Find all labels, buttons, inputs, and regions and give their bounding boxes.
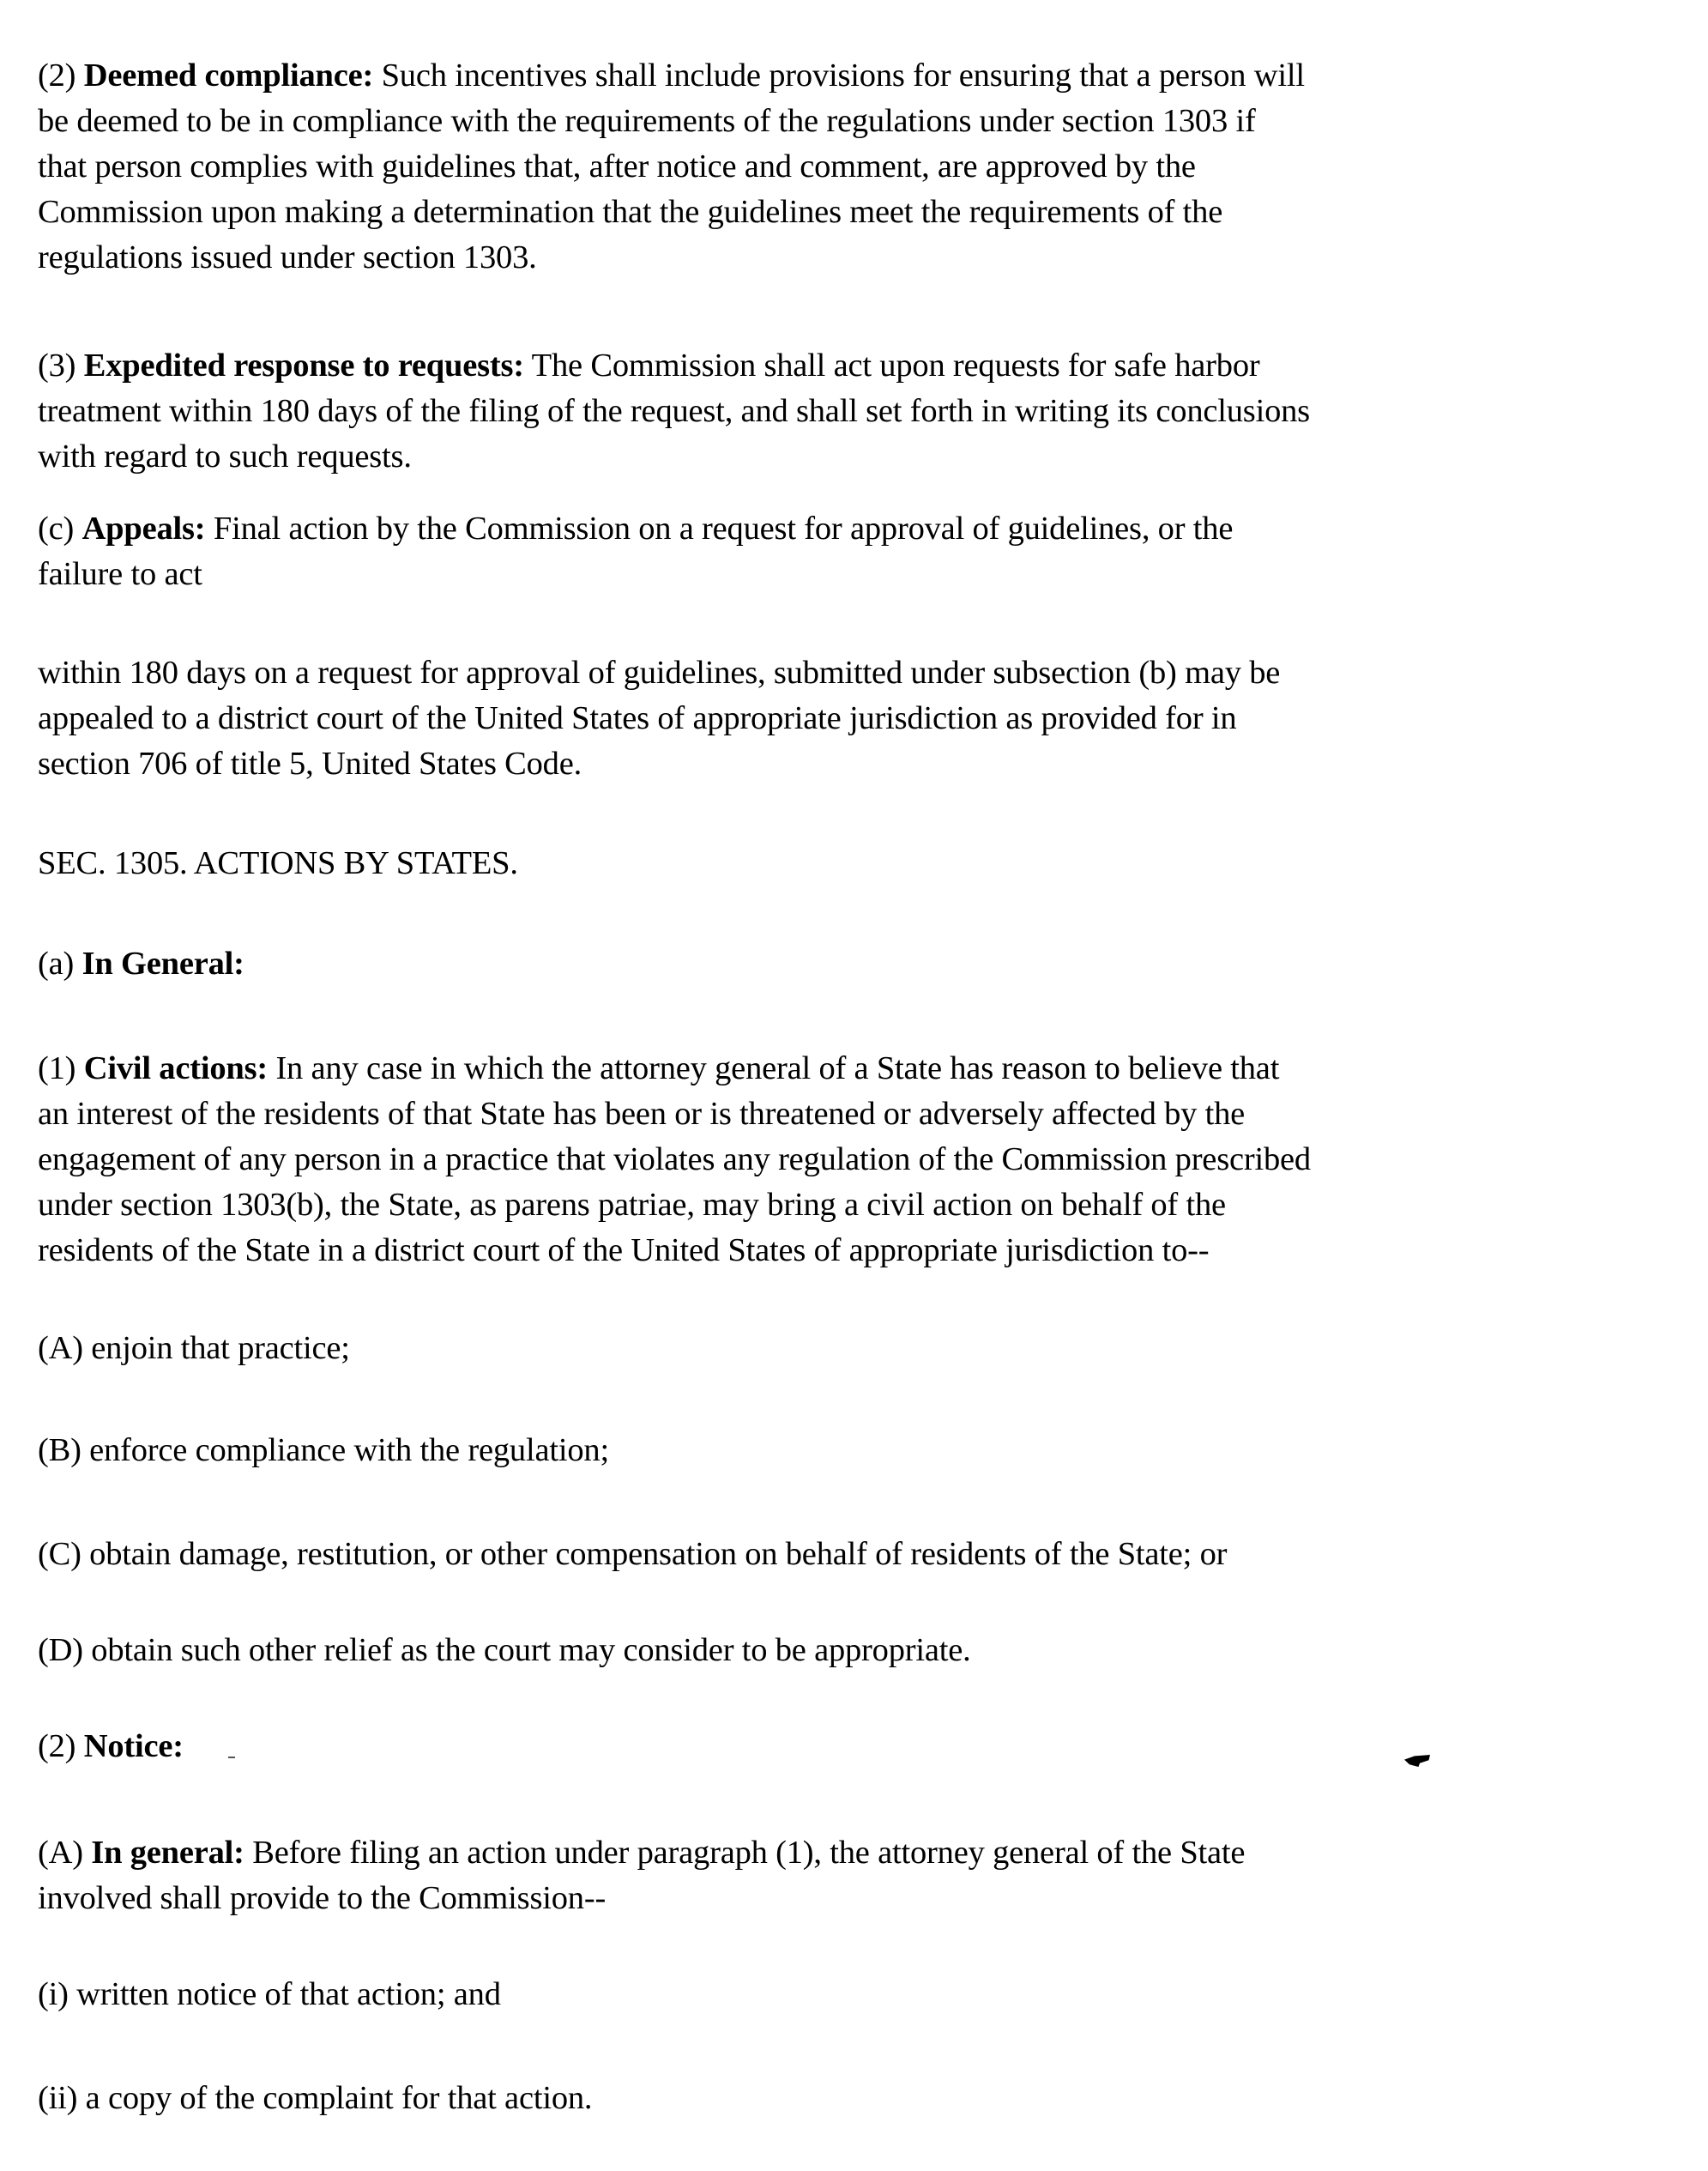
text-line — [38, 1228, 1668, 1273]
paragraph-notice — [38, 1724, 1668, 1769]
text-line — [38, 389, 1668, 434]
paragraph-heading: In general: — [91, 1835, 244, 1871]
paragraph-text: residents of the State in a district court of the United States of appropriate jurisdiction to-- — [38, 1232, 1210, 1268]
text-line — [38, 2076, 1668, 2121]
text-line — [38, 1628, 1668, 1673]
paragraph-item-ii — [38, 2076, 1668, 2121]
text-line — [38, 1972, 1668, 2017]
paragraph-item-i — [38, 1972, 1668, 2017]
text-line — [38, 741, 1668, 787]
text-line — [38, 1046, 1668, 1092]
paragraph-text: (B) enforce compliance with the regulation; — [38, 1432, 609, 1468]
text-line — [38, 235, 1668, 281]
text-line — [38, 1182, 1668, 1228]
paragraph-text: engagement of any person in a practice that violates any regulation of the Commission prescribed — [38, 1141, 1311, 1177]
paragraph-text: with regard to such requests. — [38, 438, 412, 475]
paragraph-text: involved shall provide to the Commission-- — [38, 1880, 607, 1916]
paragraph-label: (a) — [38, 946, 82, 982]
scan-mark — [228, 1757, 235, 1758]
paragraph-heading: Appeals: — [81, 511, 206, 547]
paragraph-expedited-response — [38, 343, 1668, 480]
text-line — [38, 434, 1668, 480]
paragraph-item-C — [38, 1532, 1668, 1577]
text-line — [38, 1876, 1668, 1921]
text-line — [38, 1724, 1668, 1769]
paragraph-text: Final action by the Commission on a request for approval of guidelines, or the — [205, 511, 1234, 547]
paragraph-label: (2) — [38, 57, 84, 94]
paragraph-label: (1) — [38, 1050, 84, 1086]
paragraph-sec-1305 — [38, 841, 1668, 886]
paragraph-civil-actions — [38, 1046, 1668, 1273]
text-line — [38, 841, 1668, 886]
paragraph-deemed-compliance — [38, 53, 1668, 281]
paragraph-in-general — [38, 941, 1668, 987]
text-line — [38, 1532, 1668, 1577]
paragraph-text: failure to act — [38, 556, 202, 592]
paragraph-heading: In General: — [81, 946, 244, 982]
paragraph-text: within 180 days on a request for approval of guidelines, submitted under subsection (b) may be — [38, 655, 1281, 691]
paragraph-text: section 706 of title 5, United States Code. — [38, 746, 582, 782]
paragraph-label: (c) — [38, 511, 82, 547]
paragraph-text: The Commission shall act upon requests for safe harbor — [523, 348, 1260, 384]
paragraph-appeals-continued — [38, 650, 1668, 787]
paragraph-appeals — [38, 506, 1668, 597]
paragraph-notice-in-general — [38, 1830, 1668, 1921]
text-line — [38, 1092, 1668, 1137]
paragraph-text: Commission upon making a determination that the guidelines meet the requirements of the — [38, 194, 1223, 230]
paragraph-text: under section 1303(b), the State, as parens patriae, may bring a civil action on behalf of the — [38, 1187, 1226, 1223]
paragraph-item-D — [38, 1628, 1668, 1673]
paragraph-item-A — [38, 1326, 1668, 1371]
paragraph-heading: Deemed compliance: — [83, 57, 374, 94]
paragraph-text: (i) written notice of that action; and — [38, 1976, 501, 2012]
text-line — [38, 552, 1668, 597]
text-line — [38, 144, 1668, 190]
paragraph-label: (3) — [38, 348, 84, 384]
paragraph-text: Before filing an action under paragraph (1), the attorney general of the State — [244, 1835, 1246, 1871]
paragraph-text: (A) enjoin that practice; — [38, 1330, 350, 1366]
text-line — [38, 650, 1668, 696]
text-line — [38, 506, 1668, 552]
paragraph-text: In any case in which the attorney general of a State has reason to believe that — [268, 1050, 1280, 1086]
text-line — [38, 99, 1668, 144]
paragraph-item-B — [38, 1428, 1668, 1473]
paragraph-text: treatment within 180 days of the filing of the request, and shall set forth in writing its conclusions — [38, 393, 1310, 429]
paragraph-text: an interest of the residents of that State has been or is threatened or adversely affected by the — [38, 1096, 1246, 1132]
text-line — [38, 1137, 1668, 1182]
paragraph-text: regulations issued under section 1303. — [38, 239, 537, 275]
text-line — [38, 696, 1668, 741]
text-line — [38, 1428, 1668, 1473]
text-line — [38, 1326, 1668, 1371]
text-line — [38, 1830, 1668, 1876]
paragraph-text: (ii) a copy of the complaint for that action. — [38, 2080, 593, 2116]
paragraph-heading: Expedited response to requests: — [83, 348, 524, 384]
paragraph-heading: Notice: — [83, 1728, 184, 1764]
text-line — [38, 190, 1668, 235]
paragraph-text: SEC. 1305. ACTIONS BY STATES. — [38, 845, 518, 881]
paragraph-label: (2) — [38, 1728, 84, 1764]
text-line — [38, 941, 1668, 987]
paragraph-text: (C) obtain damage, restitution, or other compensation on behalf of residents of the State; or — [38, 1536, 1228, 1572]
paragraph-text: be deemed to be in compliance with the requirements of the regulations under section 1303 if — [38, 103, 1256, 139]
paragraph-label: (A) — [38, 1835, 92, 1871]
paragraph-heading: Civil actions: — [83, 1050, 269, 1086]
paragraph-text: (D) obtain such other relief as the court may consider to be appropriate. — [38, 1632, 971, 1668]
text-line — [38, 53, 1668, 99]
text-line — [38, 343, 1668, 389]
paragraph-text: appealed to a district court of the United States of appropriate jurisdiction as provided for in — [38, 700, 1237, 736]
paragraph-text: Such incentives shall include provisions for ensuring that a person will — [373, 57, 1305, 94]
paragraph-text: that person complies with guidelines that, after notice and comment, are approved by the — [38, 148, 1196, 184]
